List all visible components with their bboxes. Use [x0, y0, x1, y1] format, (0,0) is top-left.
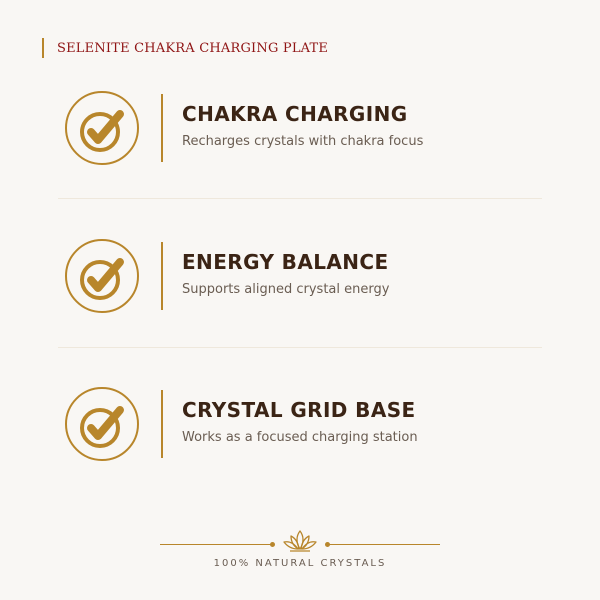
- footer-line-right: [328, 544, 440, 545]
- footer-line-left: [160, 544, 272, 545]
- feature-divider-line: [161, 242, 163, 310]
- footer-tagline: 100% NATURAL CRYSTALS: [213, 558, 387, 569]
- feature-description: Works as a focused charging station: [182, 430, 418, 445]
- feature-item-chakra-charging: [0, 88, 600, 168]
- feature-item-energy-balance: [0, 236, 600, 316]
- footer-ornament: [160, 528, 440, 558]
- footer-dot-left: [270, 542, 275, 547]
- check-circle-icon: [64, 238, 140, 314]
- check-circle-icon: [64, 90, 140, 166]
- feature-divider-line: [161, 94, 163, 162]
- feature-title: CRYSTAL GRID BASE: [182, 398, 416, 422]
- feature-description: Recharges crystals with chakra focus: [182, 134, 424, 149]
- feature-title: ENERGY BALANCE: [182, 250, 389, 274]
- lotus-icon: [282, 528, 318, 554]
- section-divider: [58, 198, 542, 199]
- check-circle-icon: [64, 386, 140, 462]
- feature-title: CHAKRA CHARGING: [182, 102, 408, 126]
- feature-divider-line: [161, 390, 163, 458]
- page-title: SELENITE CHAKRA CHARGING PLATE: [57, 40, 329, 56]
- feature-description: Supports aligned crystal energy: [182, 282, 390, 297]
- header-accent-bar: [42, 38, 44, 58]
- header: [42, 38, 328, 58]
- section-divider: [58, 347, 542, 348]
- feature-item-crystal-grid-base: [0, 384, 600, 464]
